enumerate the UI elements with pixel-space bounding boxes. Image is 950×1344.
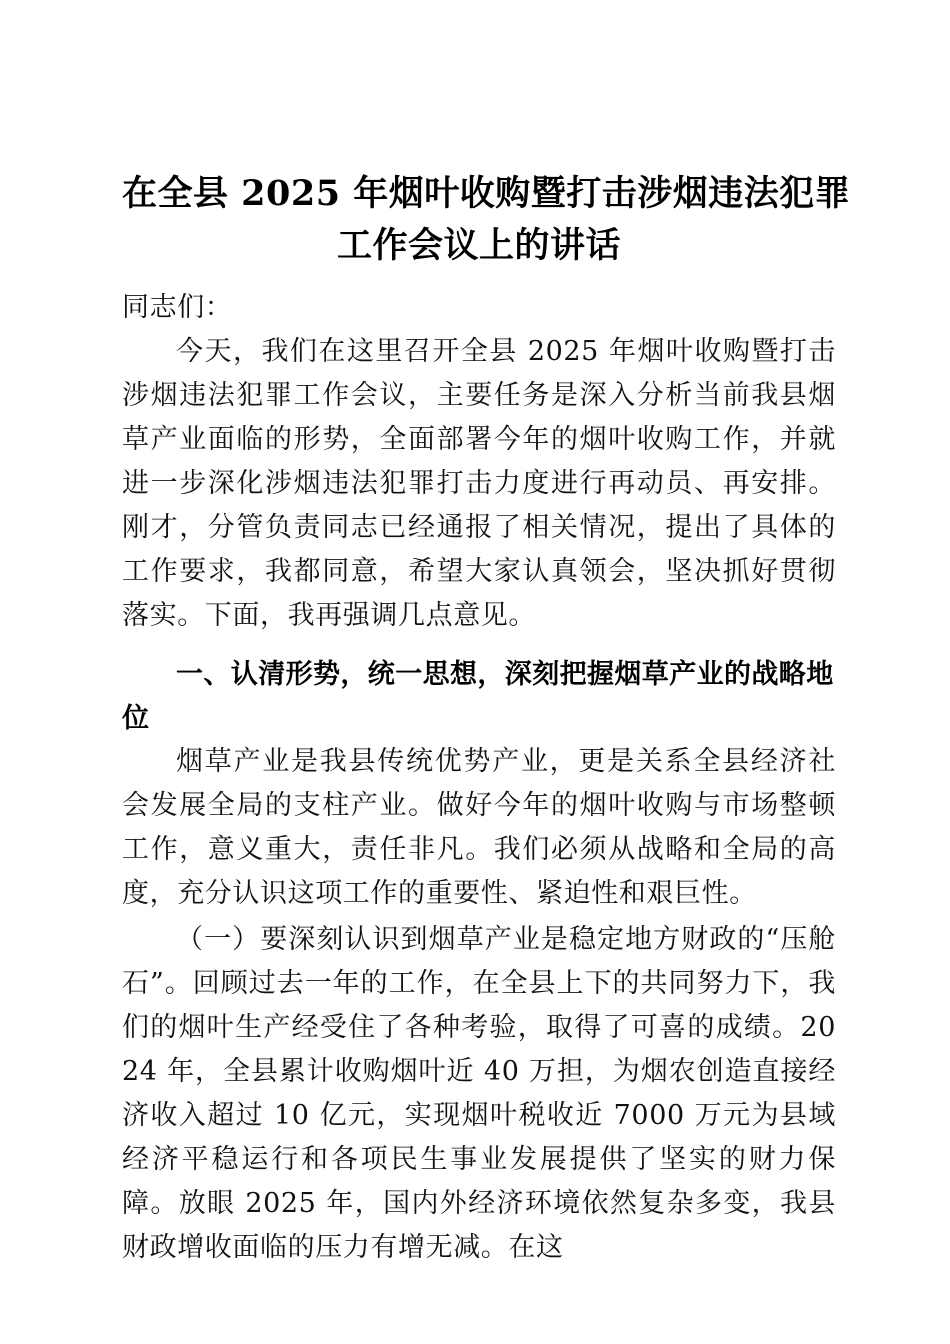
title-line-2: 工作会议上的讲话: [336, 225, 621, 266]
section-one-intro-paragraph: 烟草产业是我县传统优势产业，更是关系全县经济社会发展全局的支柱产业。做好今年的烟叶收购与市场整顿工作，意义重大，责任非凡。我们必须从战略和全局的高度，充分认识这项工作的重要性、紧迫性和艰巨性。: [122, 746, 836, 909]
page-title: [122, 0, 851, 272]
section-heading-one: 一、认清形势，统一思想，深刻把握烟草产业的战略地位: [122, 659, 834, 733]
document-content: [122, 0, 851, 1270]
opening-paragraph: 今天，我们在这里召开全县 2025 年烟叶收购暨打击涉烟违法犯罪工作会议，主要任务是深入分析当前我县烟草产业面临的形势，全面部署今年的烟叶收购工作，并就进一步深化涉烟违法犯罪打击力度进行再动员、再安排。刚才，分管负责同志已经通报了相关情况，提出了具体的工作要求，我都同意，希望大家认真领会，坚决抓好贯彻落实。下面，我再强调几点意见。: [122, 336, 836, 631]
title-line-1: 在全县 2025 年烟叶收购暨打击涉烟违法犯罪: [122, 173, 851, 214]
section-one-subsection-a-paragraph: （一）要深刻认识到烟草产业是稳定地方财政的“压舱石”。回顾过去一年的工作，在全县上下的共同努力下，我们的烟叶生产经受住了各种考验，取得了可喜的成绩。2024 年，全县累计收购烟叶近 40 万担，为烟农创造直接经济收入超过 10 亿元，实现烟叶税收近 7000 万元为县域经济平稳运行和各项民生事业发展提供了坚实的财力保障。放眼 2025 年，国内外经济环境依然复杂多变，我县财政增收面临的压力有增无减。在这: [122, 924, 836, 1263]
salutation: 同志们：: [122, 292, 233, 323]
